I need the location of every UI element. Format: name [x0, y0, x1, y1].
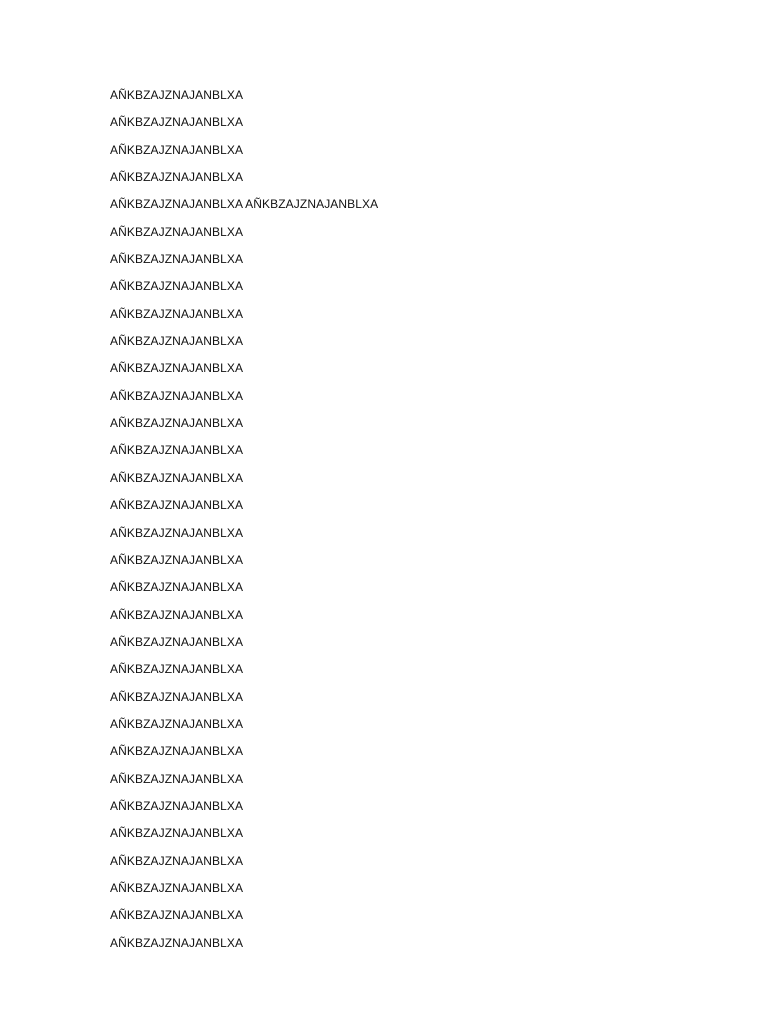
- text-line: AÑKBZAJZNAJANBLXA: [110, 552, 244, 567]
- text-line: AÑKBZAJZNAJANBLXA: [110, 716, 244, 731]
- text-line: AÑKBZAJZNAJANBLXA: [110, 634, 244, 649]
- text-lines: [110, 87, 378, 962]
- text-line: AÑKBZAJZNAJANBLXA: [110, 662, 244, 677]
- text-line: AÑKBZAJZNAJANBLXA: [110, 252, 244, 267]
- text-line: AÑKBZAJZNAJANBLXA: [110, 361, 244, 376]
- text-line: AÑKBZAJZNAJANBLXA: [110, 142, 244, 157]
- text-line: AÑKBZAJZNAJANBLXA: [110, 416, 244, 431]
- text-line: AÑKBZAJZNAJANBLXA: [110, 935, 244, 950]
- text-line: AÑKBZAJZNAJANBLXA: [110, 744, 244, 759]
- text-line: AÑKBZAJZNAJANBLXA: [110, 334, 244, 349]
- text-line: AÑKBZAJZNAJANBLXA: [110, 689, 244, 704]
- text-line: AÑKBZAJZNAJANBLXA: [110, 388, 244, 403]
- text-line: AÑKBZAJZNAJANBLXA: [110, 498, 244, 513]
- text-line: AÑKBZAJZNAJANBLXA: [110, 880, 244, 895]
- text-line: AÑKBZAJZNAJANBLXA: [110, 525, 244, 540]
- text-line: AÑKBZAJZNAJANBLXA: [110, 771, 244, 786]
- text-line: AÑKBZAJZNAJANBLXA: [110, 88, 244, 102]
- text-line: AÑKBZAJZNAJANBLXA: [110, 306, 244, 321]
- text-line: AÑKBZAJZNAJANBLXA: [110, 115, 244, 130]
- text-line: AÑKBZAJZNAJANBLXA: [110, 170, 244, 185]
- text-line: AÑKBZAJZNAJANBLXA: [110, 224, 244, 239]
- text-line: AÑKBZAJZNAJANBLXA: [110, 798, 244, 813]
- text-line: AÑKBZAJZNAJANBLXA: [110, 853, 244, 868]
- text-line: AÑKBZAJZNAJANBLXA: [110, 580, 244, 595]
- text-line: AÑKBZAJZNAJANBLXA: [110, 908, 244, 923]
- text-line: AÑKBZAJZNAJANBLXA AÑKBZAJZNAJANBLXA: [110, 197, 379, 212]
- text-line: AÑKBZAJZNAJANBLXA: [110, 607, 244, 622]
- text-line: AÑKBZAJZNAJANBLXA: [110, 826, 244, 841]
- text-line: AÑKBZAJZNAJANBLXA: [110, 470, 244, 485]
- text-line: AÑKBZAJZNAJANBLXA: [110, 279, 244, 294]
- text-line: AÑKBZAJZNAJANBLXA: [110, 443, 244, 458]
